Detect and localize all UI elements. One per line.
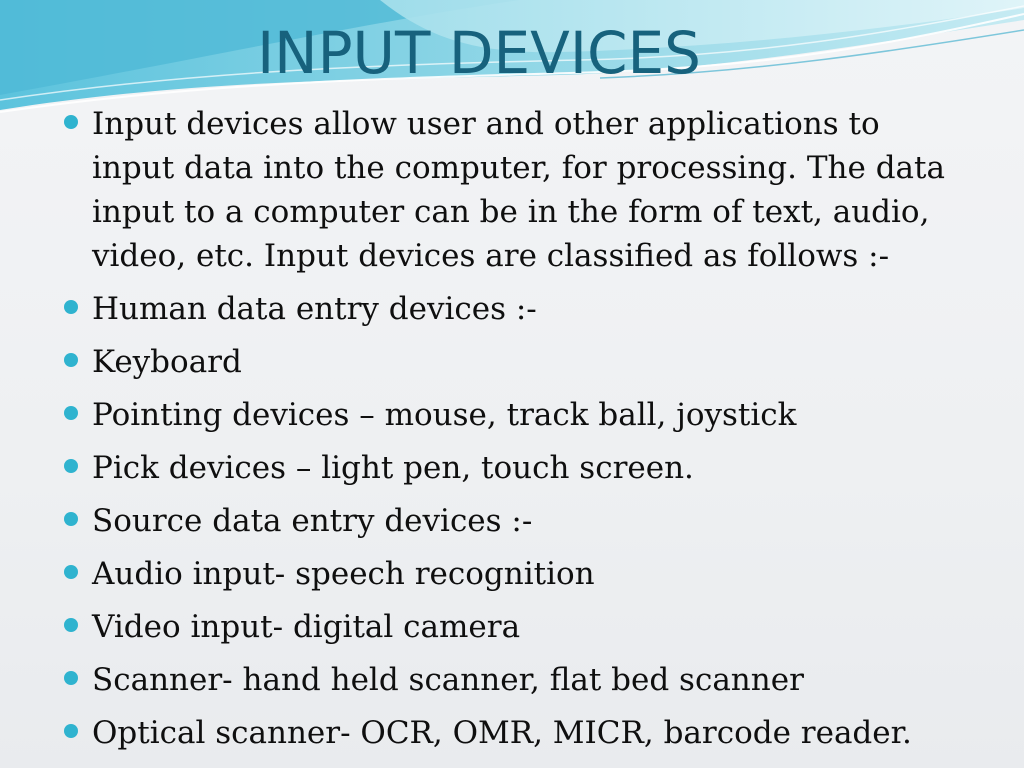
bullet-text: Audio input- speech recognition	[92, 556, 595, 592]
list-item	[62, 605, 962, 649]
list-item	[62, 499, 962, 543]
bullet-text: Pick devices – light pen, touch screen.	[92, 450, 694, 486]
bullet-text: Scanner- hand held scanner, flat bed scanner	[92, 662, 804, 698]
list-item	[62, 393, 962, 437]
bullet-dot-icon	[64, 671, 78, 685]
bullet-dot-icon	[64, 724, 78, 738]
list-item	[62, 711, 962, 755]
bullet-list	[62, 102, 962, 764]
bullet-dot-icon	[64, 512, 78, 526]
bullet-dot-icon	[64, 115, 78, 129]
list-item	[62, 287, 962, 331]
list-item	[62, 340, 962, 384]
bullet-text: Input devices allow user and other applications to input data into the computer, for processing. The data input to a computer can be in the form of text, audio, video, etc. Input devices are classified as follows :-	[92, 106, 945, 274]
bullet-dot-icon	[64, 565, 78, 579]
bullet-text: Source data entry devices :-	[92, 503, 533, 539]
list-item	[62, 552, 962, 596]
list-item	[62, 102, 962, 278]
bullet-text: Human data entry devices :-	[92, 291, 537, 327]
bullet-dot-icon	[64, 618, 78, 632]
bullet-text: Pointing devices – mouse, track ball, joystick	[92, 397, 797, 433]
bullet-dot-icon	[64, 300, 78, 314]
bullet-dot-icon	[64, 353, 78, 367]
bullet-dot-icon	[64, 406, 78, 420]
bullet-text: Optical scanner- OCR, OMR, MICR, barcode reader.	[92, 715, 912, 751]
bullet-text: Video input- digital camera	[92, 609, 521, 645]
slide-title: INPUT DEVICES	[257, 19, 701, 87]
bullet-text: Keyboard	[92, 344, 242, 380]
bullet-dot-icon	[64, 459, 78, 473]
list-item	[62, 658, 962, 702]
list-item	[62, 446, 962, 490]
